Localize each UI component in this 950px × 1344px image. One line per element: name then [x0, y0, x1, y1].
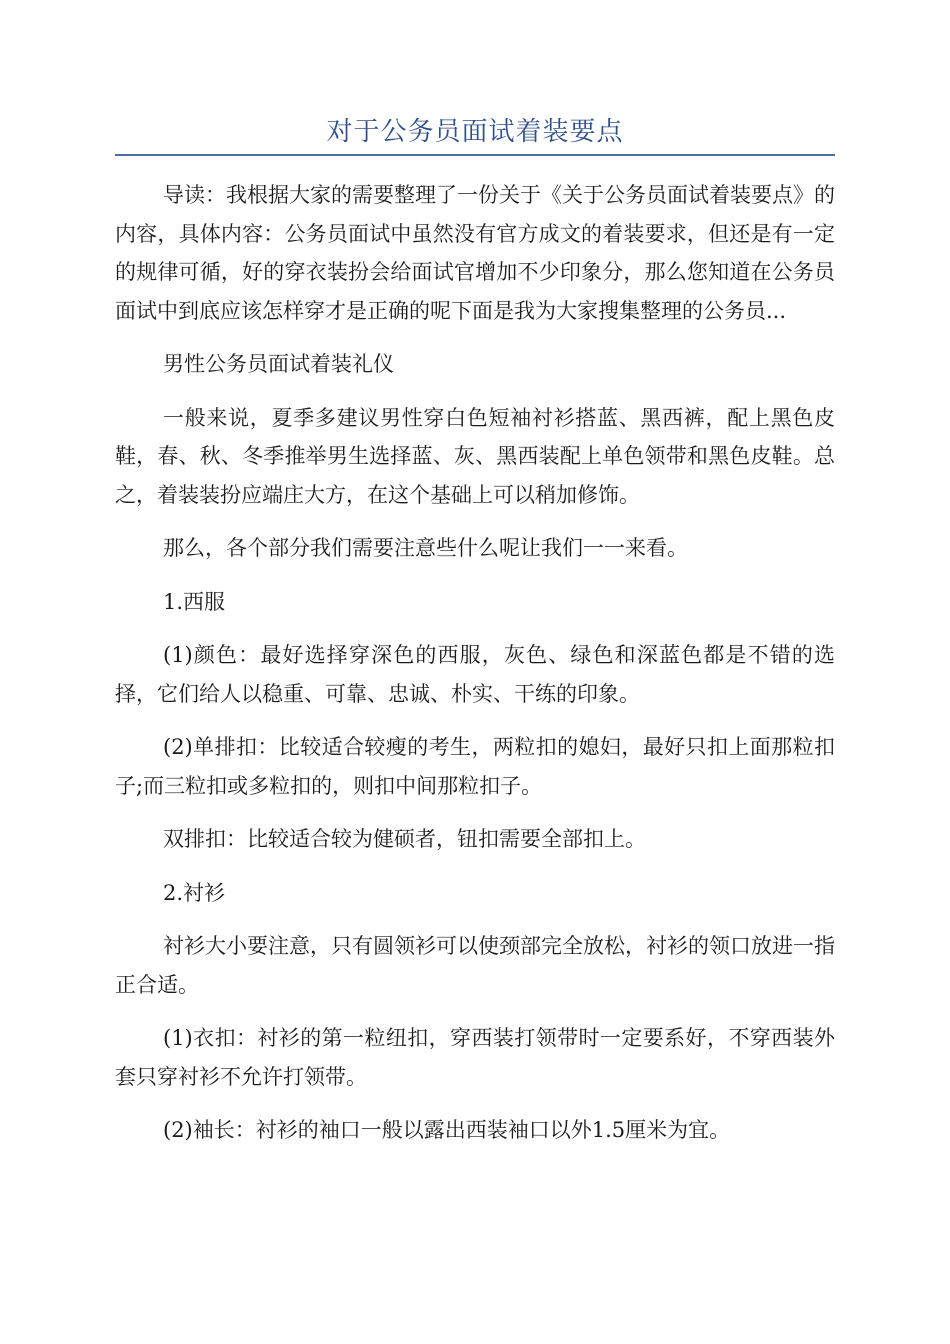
body-paragraph: 双排扣：比较适合较为健硕者，钮扣需要全部扣上。 — [163, 827, 646, 851]
document-title: 对于公务员面试着装要点 — [326, 117, 624, 147]
body-paragraph: (1)衣扣：衬衫的第一粒纽扣，穿西装打领带时一定要系好，不穿西装外套只穿衬衫不允许打领带。 — [115, 1026, 835, 1089]
intro-paragraph: 导读：我根据大家的需要整理了一份关于《关于公务员面试着装要点》的内容，具体内容：公务员面试中虽然没有官方成文的着装要求，但还是有一定的规律可循，好的穿衣装扮会给面试官增加不少印象分，那么您知道在公务员面试中到底应该怎样穿才是正确的呢下面是我为大家搜集整理的公务员... — [115, 183, 835, 323]
body-paragraph: 衬衫大小要注意，只有圆领衫可以使颈部完全放松，衬衫的领口放进一指正合适。 — [115, 934, 835, 997]
section-heading-male-attire: 男性公务员面试着装礼仪 — [163, 352, 394, 376]
title-underline — [115, 154, 835, 156]
body-paragraph: (1)颜色：最好选择穿深色的西服，灰色、绿色和深蓝色都是不错的选择，它们给人以稳重、可靠、忠诚、朴实、干练的印象。 — [115, 643, 835, 706]
body-paragraph: 一般来说，夏季多建议男性穿白色短袖衬衫搭蓝、黑西裤，配上黑色皮鞋，春、秋、冬季推举男生选择蓝、灰、黑西装配上单色领带和黑色皮鞋。总之，着装装扮应端庄大方，在这个基础上可以稍加修饰。 — [115, 405, 835, 507]
body-paragraph: (2)袖长：衬衫的袖口一般以露出西装袖口以外1.5厘米为宜。 — [163, 1118, 731, 1142]
body-paragraph: 那么，各个部分我们需要注意些什么呢让我们一一来看。 — [163, 536, 688, 560]
subheading-suit: 1.西服 — [163, 589, 226, 614]
document-body — [115, 176, 835, 1165]
subheading-shirt: 2.衬衫 — [163, 880, 226, 905]
body-paragraph: (2)单排扣：比较适合较瘦的考生，两粒扣的媳妇，最好只扣上面那粒扣子;而三粒扣或多粒扣的，则扣中间那粒扣子。 — [115, 735, 835, 798]
